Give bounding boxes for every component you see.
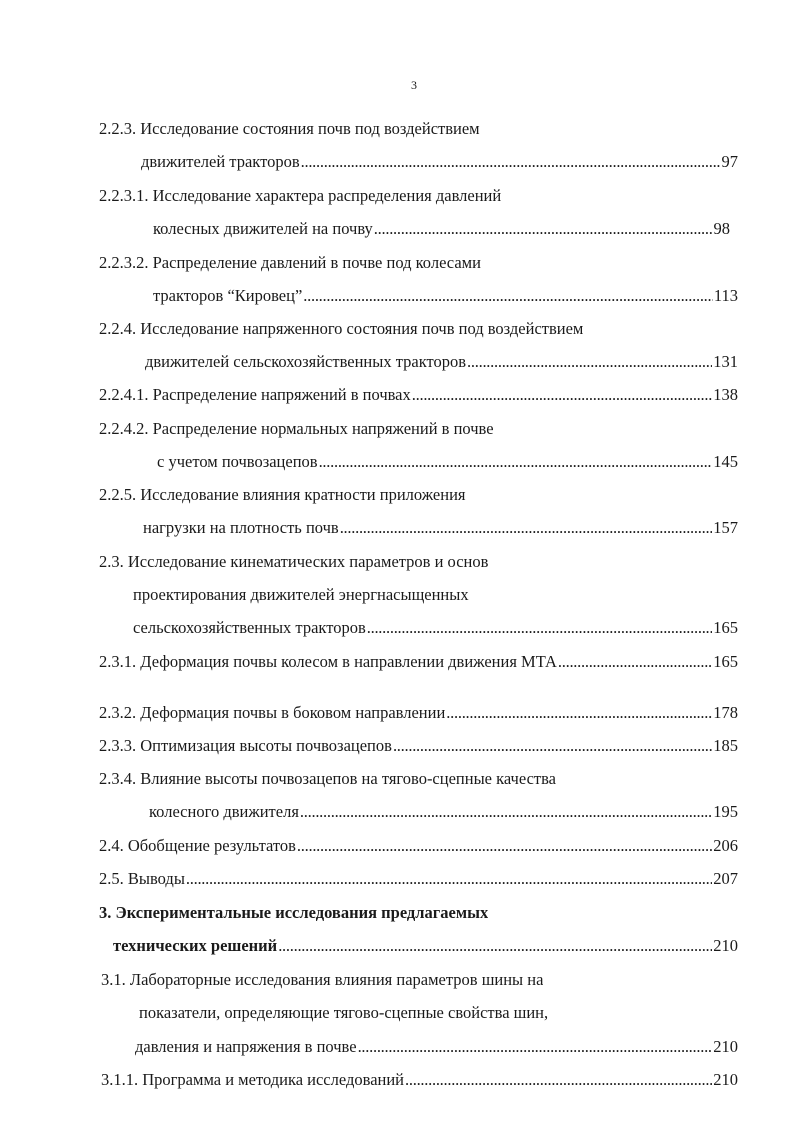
toc-page-number: 185: [713, 736, 738, 755]
toc-page-number: 98: [713, 219, 730, 238]
toc-page-number: 97: [721, 152, 738, 171]
dot-leader: [319, 451, 713, 473]
toc-entry-title: 2.3.1. Деформация почвы колесом в направлении движения МТА: [99, 652, 557, 671]
toc-page-number: 157: [713, 518, 738, 537]
dot-leader: [297, 835, 712, 857]
dot-leader: [303, 285, 713, 307]
toc-entry: [99, 702, 738, 724]
toc-page-number: 178: [713, 703, 738, 722]
toc-page-number: 210: [713, 936, 738, 955]
toc-page-number: 210: [713, 1070, 738, 1089]
toc-entry: [101, 1069, 738, 1091]
toc-entry-title: тракторов “Кировец”: [153, 286, 303, 305]
dot-leader: [412, 384, 712, 406]
dot-leader: [278, 935, 712, 957]
dot-leader: [340, 517, 713, 539]
toc-page-number: 165: [713, 618, 738, 637]
toc-entry: [99, 735, 738, 757]
toc-page-number: 131: [713, 352, 738, 371]
toc-page-number: 195: [713, 802, 738, 821]
dot-leader: [374, 218, 713, 240]
toc-entry-title: 2.5. Выводы: [99, 869, 185, 888]
toc-entry-title: колесного движителя: [149, 802, 299, 821]
toc-entry: [157, 451, 738, 473]
toc-entry-title: давления и напряжения в почве: [135, 1037, 357, 1056]
toc-entry-title: 2.2.4.1. Распределение напряжений в почвах: [99, 385, 411, 404]
toc-entry: [141, 151, 738, 173]
dot-leader: [393, 735, 712, 757]
toc-chapter-line: 3. Экспериментальные исследования предлагаемых: [99, 903, 489, 922]
toc-entry: [99, 651, 738, 673]
toc-page-number: 206: [713, 836, 738, 855]
toc-entry-line: 2.2.4. Исследование напряженного состояния почв под воздействием: [99, 319, 584, 338]
toc-entry: [143, 517, 738, 539]
dot-leader: [300, 801, 712, 823]
toc-entry-title: нагрузки на плотность почв: [143, 518, 339, 537]
dot-leader: [186, 868, 712, 890]
dot-leader: [405, 1069, 712, 1091]
toc-entry-line: 2.2.3.2. Распределение давлений в почве под колесами: [99, 253, 481, 272]
toc-entry-title: технических решений: [113, 936, 278, 955]
toc-entry-line: 2.3. Исследование кинематических параметров и основ: [99, 552, 489, 571]
toc-entry: [99, 384, 738, 406]
toc-entry-title: 2.3.2. Деформация почвы в боковом направлении: [99, 703, 446, 722]
toc-entry: [149, 801, 738, 823]
toc-page-number: 138: [713, 385, 738, 404]
dot-leader: [358, 1036, 713, 1058]
toc-entry: [99, 868, 738, 890]
toc-entry-title: сельскохозяйственных тракторов: [133, 618, 366, 637]
toc-entry-line: 2.2.5. Исследование влияния кратности приложения: [99, 485, 466, 504]
toc-chapter-entry: [113, 935, 738, 957]
toc-entry-line: 2.2.3. Исследование состояния почв под воздействием: [99, 119, 480, 138]
toc-entry: [133, 617, 738, 639]
dot-leader: [467, 351, 712, 373]
dot-leader: [301, 151, 721, 173]
toc-entry-title: 2.3.3. Оптимизация высоты почвозацепов: [99, 736, 392, 755]
toc-entry: [153, 218, 730, 240]
toc-entry-line: 2.3.4. Влияние высоты почвозацепов на тягово-сцепные качества: [99, 769, 556, 788]
dot-leader: [367, 617, 713, 639]
toc-entry: [135, 1036, 738, 1058]
dot-leader: [446, 702, 712, 724]
toc-page-number: 145: [713, 452, 738, 471]
toc-entry-title: 2.4. Обобщение результатов: [99, 836, 296, 855]
toc-entry-line: 2.2.3.1. Исследование характера распределения давлений: [99, 186, 502, 205]
toc-entry: [99, 835, 738, 857]
toc-entry-line: показатели, определяющие тягово-сцепные свойства шин,: [139, 1003, 549, 1022]
toc-page-number: 210: [713, 1037, 738, 1056]
toc-entry-line: 3.1. Лабораторные исследования влияния параметров шины на: [101, 970, 544, 989]
dot-leader: [558, 651, 712, 673]
toc-entry: [153, 285, 738, 307]
page-number: 3: [411, 78, 417, 92]
toc-entry-title: движителей сельскохозяйственных тракторов: [145, 352, 467, 371]
toc-entry: [145, 351, 738, 373]
toc-page-number: 207: [713, 869, 738, 888]
toc-entry-title: движителей тракторов: [141, 152, 300, 171]
toc-page-number: 113: [713, 286, 738, 305]
toc-entry-line: 2.2.4.2. Распределение нормальных напряжений в почве: [99, 419, 494, 438]
toc-entry-title: с учетом почвозацепов: [157, 452, 318, 471]
toc-page-number: 165: [713, 652, 738, 671]
toc-entry-title: 3.1.1. Программа и методика исследований: [101, 1070, 405, 1089]
toc-entry-title: колесных движителей на почву: [153, 219, 373, 238]
toc-entry-line: проектирования движителей энергнасыщенных: [133, 585, 469, 604]
